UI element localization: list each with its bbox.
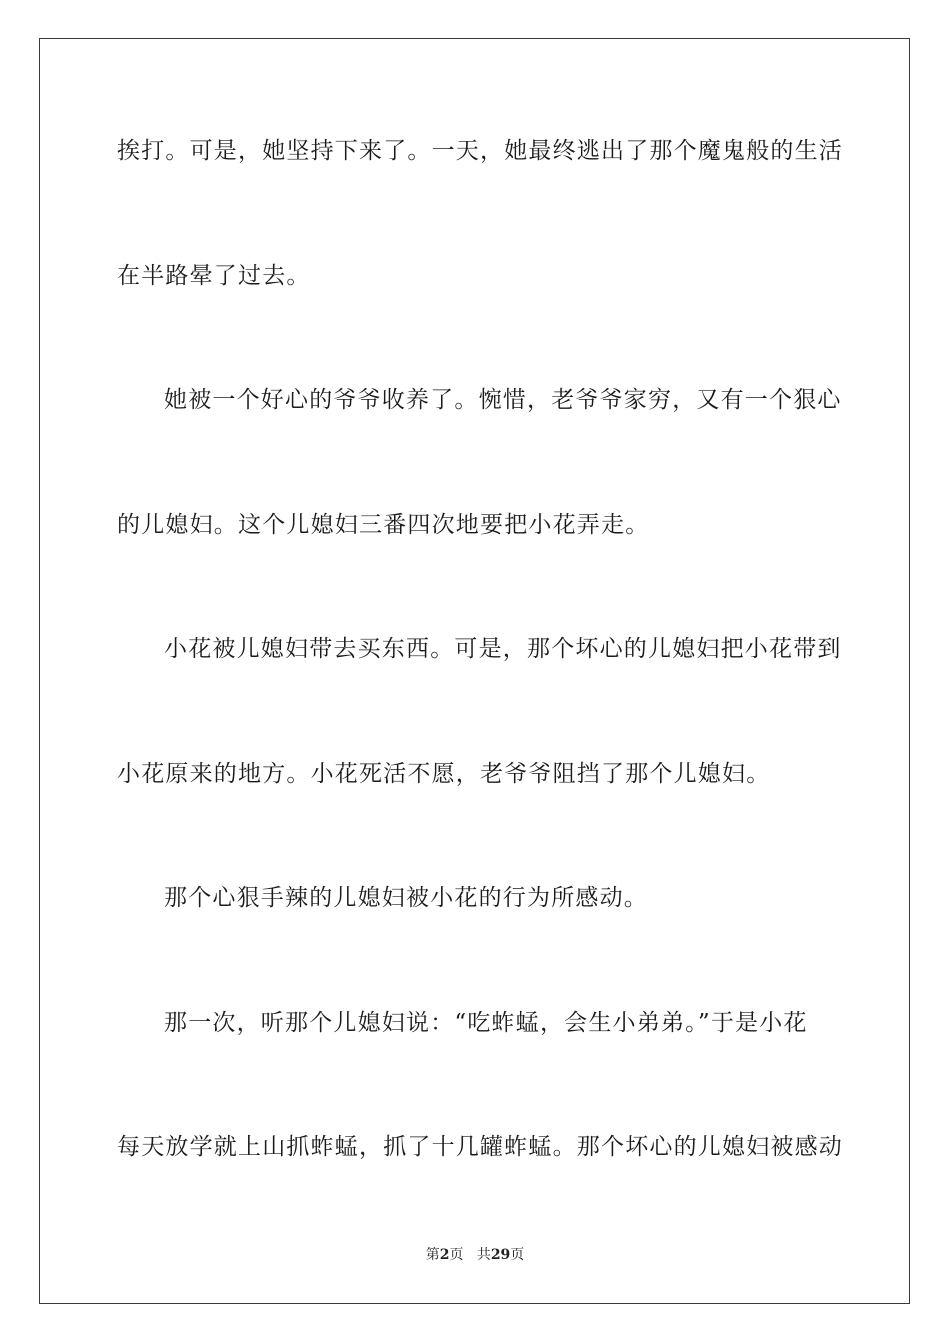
paragraph-line: 小花原来的地方。小花死活不愿，老爷爷阻挡了那个儿媳妇。 [117,761,771,787]
paragraph-line: 她被一个好心的爷爷收养了。惋惜，老爷爷家穷，又有一个狠心 [164,387,842,413]
paragraph-line: 小花被儿媳妇带去买东西。可是，那个坏心的儿媳妇把小花带到 [164,636,842,662]
total-pages-number: 29 [490,1247,511,1263]
total-prefix: 共 [476,1247,491,1263]
total-suffix: 页 [510,1247,525,1263]
paragraph-line: 那一次，听那个儿媳妇说：“吃蚱蜢，会生小弟弟。”于是小花 [164,1010,808,1036]
paragraph-line: 在半路晕了过去。 [117,263,311,289]
current-page-number: 2 [439,1247,450,1263]
page-prefix: 第 [425,1247,440,1263]
paragraph-line: 每天放学就上山抓蚱蜢，抓了十几罐蚱蜢。那个坏心的儿媳妇被感动 [117,1134,843,1160]
page-footer [0,1246,950,1264]
page-border [39,38,910,1304]
page-suffix: 页 [449,1247,464,1263]
paragraph-line: 挨打。可是，她坚持下来了。一天，她最终逃出了那个魔鬼般的生活 [117,138,843,164]
paragraph-line: 的儿媳妇。这个儿媳妇三番四次地要把小花弄走。 [117,512,650,538]
paragraph-line: 那个心狠手辣的儿媳妇被小花的行为所感动。 [164,885,648,911]
